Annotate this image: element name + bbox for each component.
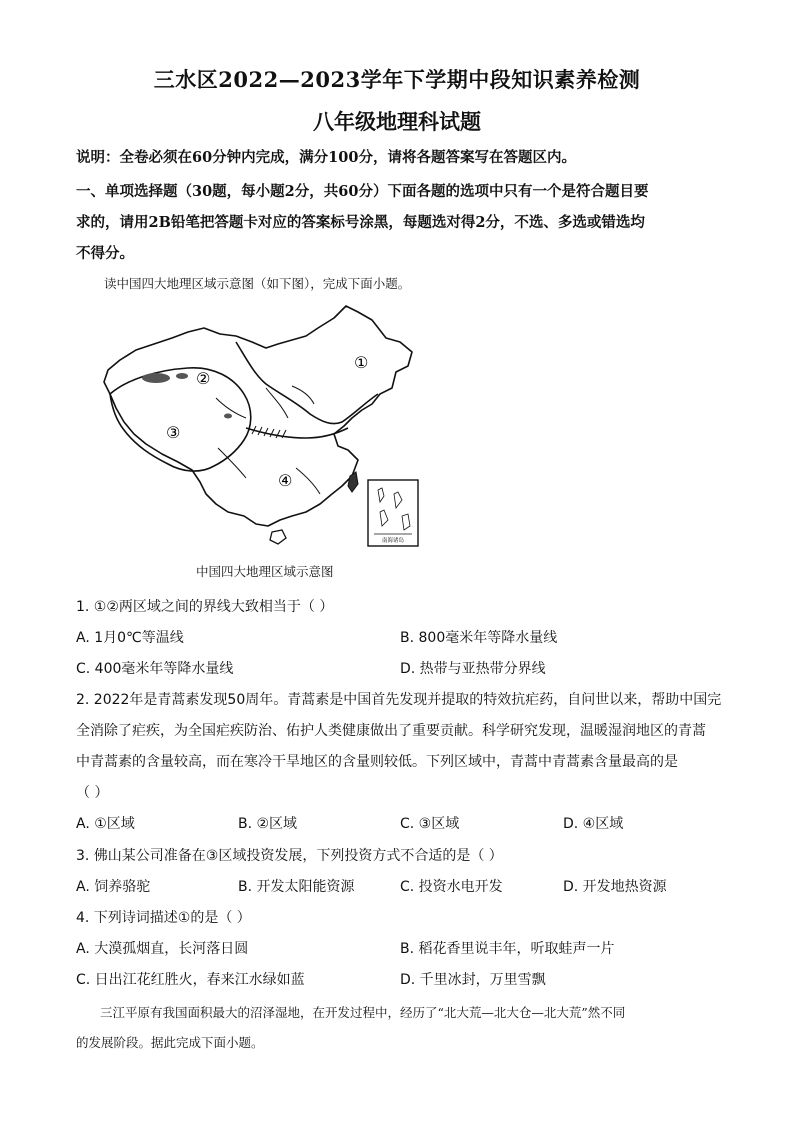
inset-label: 南海诸岛 [381, 538, 405, 544]
question-4-stem: 4. 下列诗词描述①的是（ ） [76, 910, 251, 926]
region-label-3: ③ [166, 423, 181, 442]
hainan-island [270, 530, 286, 544]
question-4-option-c: C. 日出江花红胜火，春来江水绿如蓝 [76, 972, 305, 988]
question-1-option-c: C. 400毫米年等降水量线 [76, 661, 234, 677]
lake [224, 414, 232, 419]
exam-title: 三水区2022—2023学年下学期中段知识素养检测 [153, 67, 641, 92]
section-instructions-line2: 求的，请用2B铅笔把答题卡对应的答案标号涂黑，每题选对得2分，不选、多选或错选均 [76, 214, 645, 231]
region-label-1: ① [354, 353, 369, 372]
question-4-option-d: D. 千里冰封，万里雪飘 [400, 972, 546, 988]
question-2-stem-line1: 2. 2022年是青蒿素发现50周年。青蒿素是中国首先发现并提取的特效抗疟药，自问世以来，帮助中国完 [76, 692, 722, 708]
china-outline [104, 306, 412, 526]
question-4-option-a: A. 大漠孤烟直，长河落日圆 [76, 941, 249, 957]
boundary-plateau [110, 368, 251, 471]
question-3-option-a: A. 饲养骆驼 [76, 879, 151, 895]
china-regions-map [96, 298, 426, 552]
section-instructions-line3: 不得分。 [76, 245, 134, 262]
question-1-option-d: D. 热带与亚热带分界线 [400, 661, 546, 677]
question-2-stem-line3: 中青蒿素的含量较高，而在寒冷干旱地区的含量则较低。下列区域中，青蒿中青蒿素含量最高的是 [76, 754, 678, 770]
question-2-option-b: B. ②区域 [238, 816, 298, 832]
question-3-option-d: D. 开发地热资源 [563, 879, 667, 895]
region-label-4: ④ [278, 471, 293, 490]
question-2-option-d: D. ④区域 [563, 816, 624, 832]
question-2-option-a: A. ①区域 [76, 816, 135, 832]
question-2-option-c: C. ③区域 [400, 816, 460, 832]
question-2-stem-line4: （ ） [76, 785, 109, 801]
question-1-stem: 1. ①②两区域之间的界线大致相当于（ ） [76, 599, 334, 615]
south-china-sea-inset [368, 480, 418, 546]
map-caption: 中国四大地理区域示意图 [196, 564, 334, 579]
taiwan-island [348, 472, 358, 492]
question-3-stem: 3. 佛山某公司准备在③区域投资发展，下列投资方式不合适的是（ ） [76, 848, 503, 864]
question-3-option-c: C. 投资水电开发 [400, 879, 503, 895]
closing-paragraph-line2: 的发展阶段。据此完成下面小题。 [76, 1035, 264, 1050]
question-4-option-b: B. 稻花香里说丰年，听取蛙声一片 [400, 941, 615, 957]
closing-paragraph-line1: 三江平原有我国面积最大的沼泽湿地，在开发过程中，经历了“北大荒—北大仓—北大荒”然不同 [100, 1005, 626, 1020]
exam-note: 说明：全卷必须在60分钟内完成，满分100分，请将各题答案写在答题区内。 [76, 149, 576, 166]
section-instructions-line1: 一、单项选择题（30题，每小题2分，共60分）下面各题的选项中只有一个是符合题目要 [76, 183, 649, 200]
question-1-option-b: B. 800毫米年等降水量线 [400, 630, 558, 646]
question-1-option-a: A. 1月0℃等温线 [76, 630, 184, 646]
question-3-option-b: B. 开发太阳能资源 [238, 879, 355, 895]
map-intro: 读中国四大地理区域示意图（如下图），完成下面小题。 [104, 276, 411, 291]
region-label-2: ② [196, 369, 211, 388]
lake [176, 373, 188, 379]
exam-subtitle: 八年级地理科试题 [313, 109, 481, 134]
question-2-stem-line2: 全消除了疟疾，为全国疟疾防治、佑护人类健康做出了重要贡献。科学研究发现，温暖湿润地区的青蒿 [76, 723, 706, 739]
lake [142, 373, 170, 383]
